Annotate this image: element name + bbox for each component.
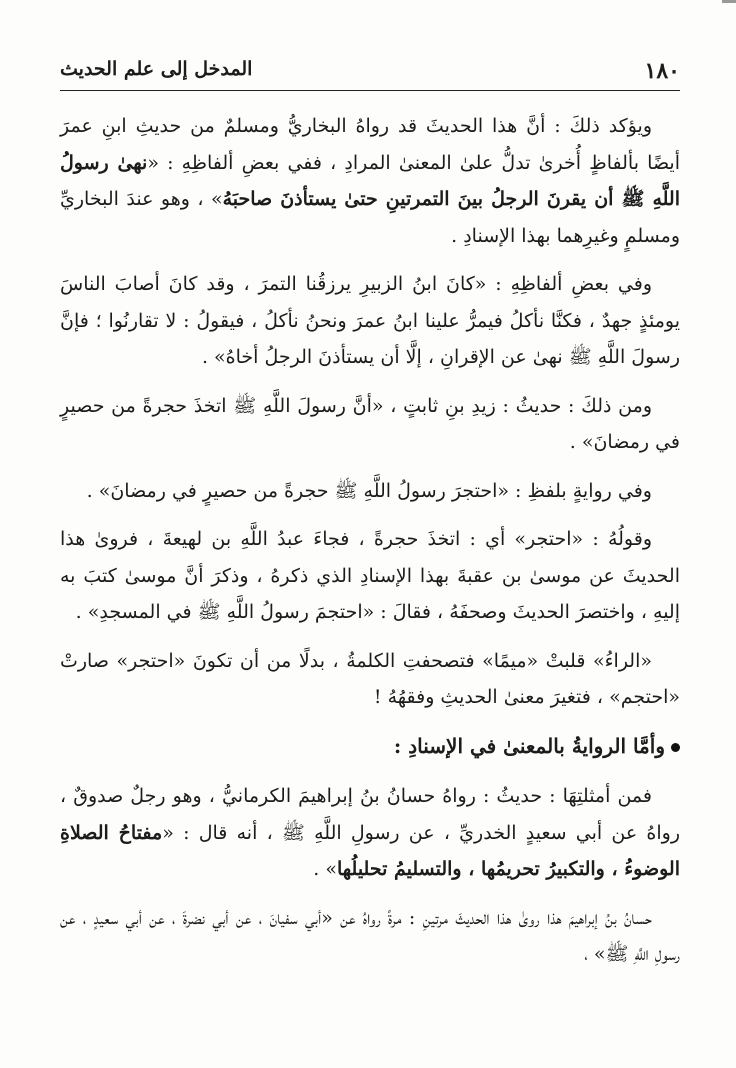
bullet-icon bbox=[671, 743, 680, 752]
paragraph: ومن ذلكَ : حديثُ : زيدِ بنِ ثابتٍ ، «أنَّ رسولَ اللَّهِ ﷺ اتخذَ حجرةً من حصيرٍ في رمضانَ» . bbox=[60, 394, 680, 453]
paragraph: ويؤكد ذلكَ : أنَّ هذا الحديثَ قد رواهُ البخاريُّ ومسلمٌ من حديثِ ابنِ عمرَ أيضًا بألفاظٍ أُخرىٰ تدلُّ علىٰ المعنىٰ المرادِ ، ففي بعضِ ألفاظِهِ : «نهىٰ رسولُ اللَّهِ ﷺ أن يقرنَ الرجلُ بينَ التمرتينِ حتىٰ يستأذنَ صاحبَهُ» ، وهو عندَ البخاريِّ ومسلمٍ وغيرِهما بهذا الإسنادِ . bbox=[60, 115, 680, 247]
section-heading: وأمَّا الروايةُ بالمعنىٰ في الإسنادِ : bbox=[60, 728, 680, 765]
paragraph: فمن أمثلتِهَا : حديثُ : رواهُ حسانُ بنُ إبراهيمَ الكرمانيُّ ، وهو رجلٌ صدوقٌ ، رواهُ عن أبي سعيدٍ الخدريِّ ، عن رسولِ اللَّهِ ﷺ ، أنه قال : «مفتاحُ الصلاةِ الوضوءُ ، والتكبيرُ تحريمُها ، والتسليمُ تحليلُها» . bbox=[60, 785, 681, 880]
running-title: المدخل إلى علم الحديث bbox=[60, 58, 253, 80]
paragraph: وفي بعضِ ألفاظِهِ : «كانَ ابنُ الزبيرِ يرزقُنا التمرَ ، وقد كانَ أصابَ الناسَ يومئذٍ جهدٌ ، فكنَّا نأكلُ فيمرُّ علينا ابنُ عمرَ ونحنُ نأكلُ ، فيقولُ : لا تقارنُوا ؛ فإنَّ رسولَ اللَّهِ ﷺ نهىٰ عن الإقرانِ ، إلَّا أن يستأذنَ الرجلُ أخاهُ» . bbox=[60, 273, 680, 368]
paragraph: وفي روايةٍ بلفظِ : «احتجرَ رسولُ اللَّهِ ﷺ حجرةً من حصيرٍ في رمضانَ» . bbox=[86, 479, 652, 502]
page-body bbox=[60, 108, 680, 985]
page-header bbox=[60, 52, 680, 91]
paragraph: حسانُ بنُ إبراهيمَ هذا روىٰ هذا الحديثَ مرتينِ : مرةً رواهُ عن «أبي سفيانَ ، عن أبي نضرةَ ، عن أبي سعيدٍ ، عن رسولِ اللَّهِ ﷺ» ، bbox=[60, 906, 680, 965]
scan-mark bbox=[722, 0, 736, 3]
page-number: ١٨٠ bbox=[644, 58, 680, 84]
paragraph: «الراءُ» قلبتْ «ميمًا» فتصحفتِ الكلمةُ ، بدلًا من أن تكونَ «احتجر» صارتْ «احتجم» ، فتغيرَ معنىٰ الحديثِ وفقهُهُ ! bbox=[60, 649, 680, 708]
paragraph: وقولُهُ : «احتجر» أي : اتخذَ حجرةً ، فجاءَ عبدُ اللَّهِ بن لهيعةَ ، فروىٰ هذا الحديثَ عن موسىٰ بن عقبةَ بهذا الإسنادِ الذي ذكرهُ ، وذكرَ أنَّ موسىٰ كتبَ به إليهِ ، واختصرَ الحديثَ وصحفَهُ ، فقالَ : «احتجمَ رسولُ اللَّهِ ﷺ في المسجدِ» . bbox=[60, 528, 680, 623]
